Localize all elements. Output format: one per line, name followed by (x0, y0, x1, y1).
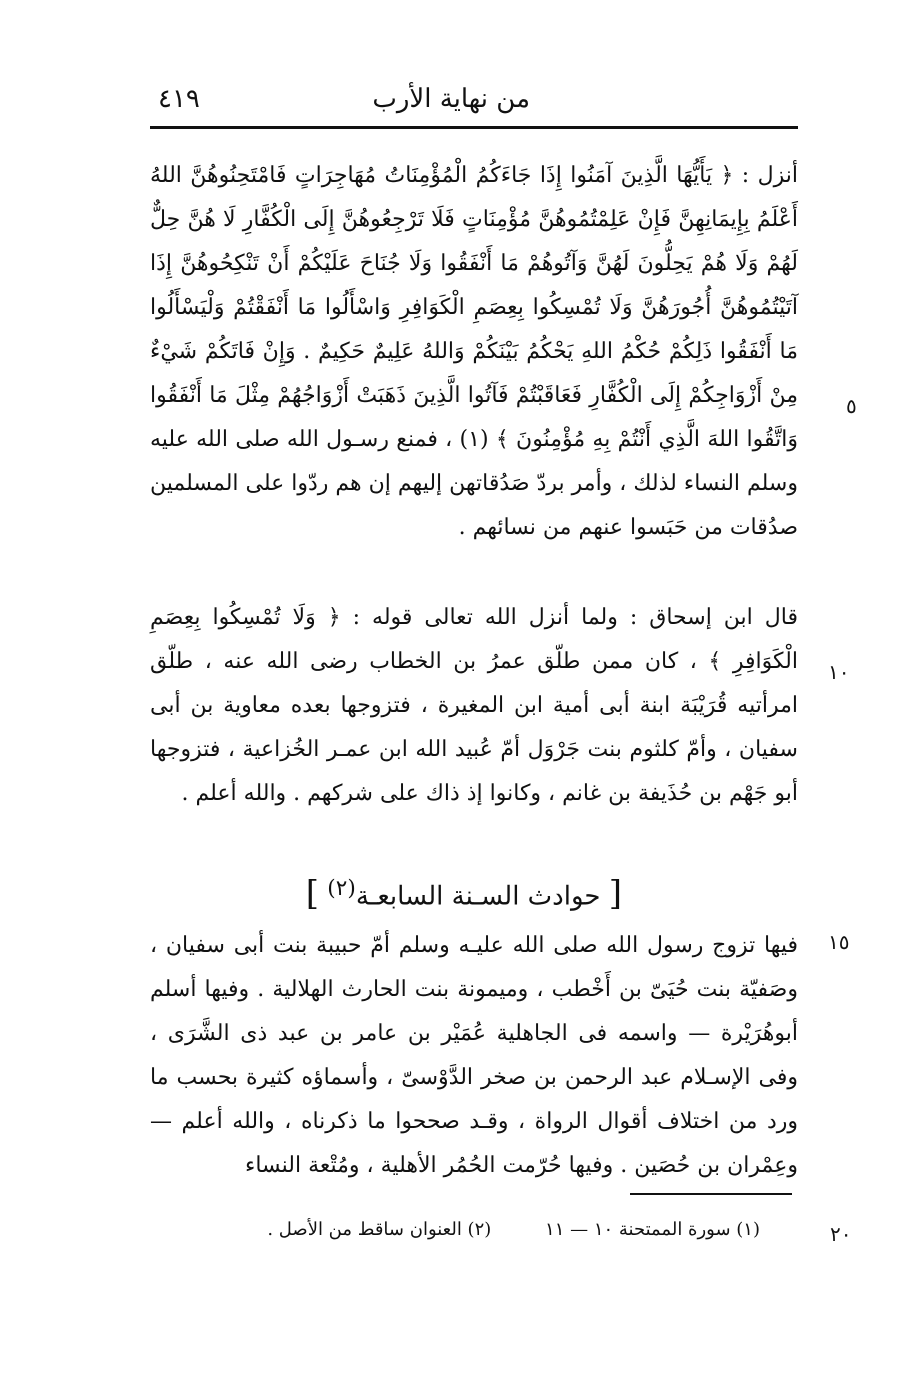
running-title: من نهاية الأرب (372, 84, 530, 114)
paragraph-text: أنزل : ﴿ يَأَيُّهَا الَّذِينَ آمَنُوا إِذَا جَاءَكُمُ الْمُؤْمِنَاتُ مُهَاجِرَاتٍ فَامْتَحِنُوهُنَّ اللهُ أَعْلَمُ بِإِيمَانِهِنَّ فَإِنْ عَلِمْتُمُوهُنَّ مُؤْمِنَاتٍ فَلَا تَرْجِعُوهُنَّ إِلَى الْكُفَّارِ لَا هُنَّ حِلٌّ لَهُمْ وَلَا هُمْ يَحِلُّونَ لَهُنَّ وَآتُوهُمْ مَا أَنْفَقُوا وَلَا جُنَاحَ عَلَيْكُمْ أَنْ تَنْكِحُوهُنَّ إِذَا آتَيْتُمُوهُنَّ أُجُورَهُنَّ وَلَا تُمْسِكُوا بِعِصَمِ الْكَوَافِرِ وَاسْأَلُوا مَا أَنْفَقْتُمْ وَلْيَسْأَلُوا مَا أَنْفَقُوا ذَلِكُمْ حُكْمُ اللهِ يَحْكُمُ بَيْنَكُمْ وَاللهُ عَلِيمٌ حَكِيمٌ . وَإِنْ فَاتَكُمْ شَيْءٌ مِنْ أَزْوَاجِكُمْ إِلَى الْكُفَّارِ فَعَاقَبْتُمْ فَآتُوا الَّذِينَ ذَهَبَتْ أَزْوَاجُهُمْ مِثْلَ مَا أَنْفَقُوا وَاتَّقُوا اللهَ الَّذِي أَنْتُمْ بِهِ مُؤْمِنُونَ ﴾ (١) ، فمنع رسـول الله صلى الله عليه وسلم النساء لذلك ، وأمر بردّ صَدُقاتهن إليهم إن هم ردّوا على المسلمين صدُقات من حَبَسوا عنهم من نسائهم . (149, 163, 798, 540)
heading-close-bracket: ] (305, 873, 319, 914)
paragraph-text: قال ابن إسحاق : ولما أنزل الله تعالى قوله : ﴿ وَلَا تُمْسِكُوا بِعِصَمِ الْكَوَافِرِ ﴾ ، كان ممن طلّق عمرُ بن الخطاب رضى الله عنه ، طلّق امرأتيه قُرَيْبَة ابنة أبى أمية ابن المغيرة ، فتزوجها بعده معاوية بن أبى سفيان ، وأمّ كلثوم بنت جَرْوَل أمّ عُبيد الله ابن عمـر الخُزاعية ، فتزوجها أبو جَهْم بن حُذَيفة بن غانم ، وكانوا إذ ذاك على شركهم . والله أعلم . (150, 605, 798, 806)
line-number-15: ١٥ (828, 930, 850, 954)
line-number-10: ١٠ (828, 660, 850, 684)
paragraph-text: فيها تزوج رسول الله صلى الله عليـه وسلم أمّ حبيبة بنت أبى سفيان ، وصَفيّة بنت حُيَىّ بن أَخْطب ، وميمونة بنت الحارث الهلالية . وفيها أسلم أبوهُرَيْرة — واسمه فى الجاهلية عُمَيْر بن عامر بن عبد ذى الشَّرَى ، وفى الإسـلام عبد الرحمن بن صخر الدَّوْسىّ ، وأسماؤه كثيرة بحسب ما ورد من اختلاف أقوال الرواة ، وقـد صححوا ما ذكرناه ، والله أعلم — وعِمْران بن حُصَين . وفيها حُرّمت الحُمُر الأهلية ، ومُتْعة النساء (150, 933, 798, 1178)
paragraph-ibn-ishaq (150, 596, 798, 860)
footnote-2: (٢) العنوان ساقط من الأصل . (267, 1219, 492, 1240)
paragraph-events-year-seven (150, 924, 798, 1178)
heading-open-bracket: [ (608, 873, 622, 914)
line-number-5: ٥ (846, 394, 857, 418)
footnotes (230, 1210, 760, 1250)
page-number: ٤١٩ (158, 84, 200, 114)
header-rule (150, 126, 798, 129)
section-heading (305, 862, 622, 916)
page-header (150, 78, 798, 126)
paragraph-quran-verse (150, 154, 798, 594)
footnote-rule (630, 1193, 792, 1195)
heading-text: حوادث السـنة السابعـة (355, 881, 601, 912)
heading-note-ref: (٢) (327, 876, 356, 901)
line-number-20: ٢٠ (830, 1222, 852, 1246)
footnote-1: (١) سورة الممتحنة ١٠ — ١١ (545, 1219, 760, 1240)
